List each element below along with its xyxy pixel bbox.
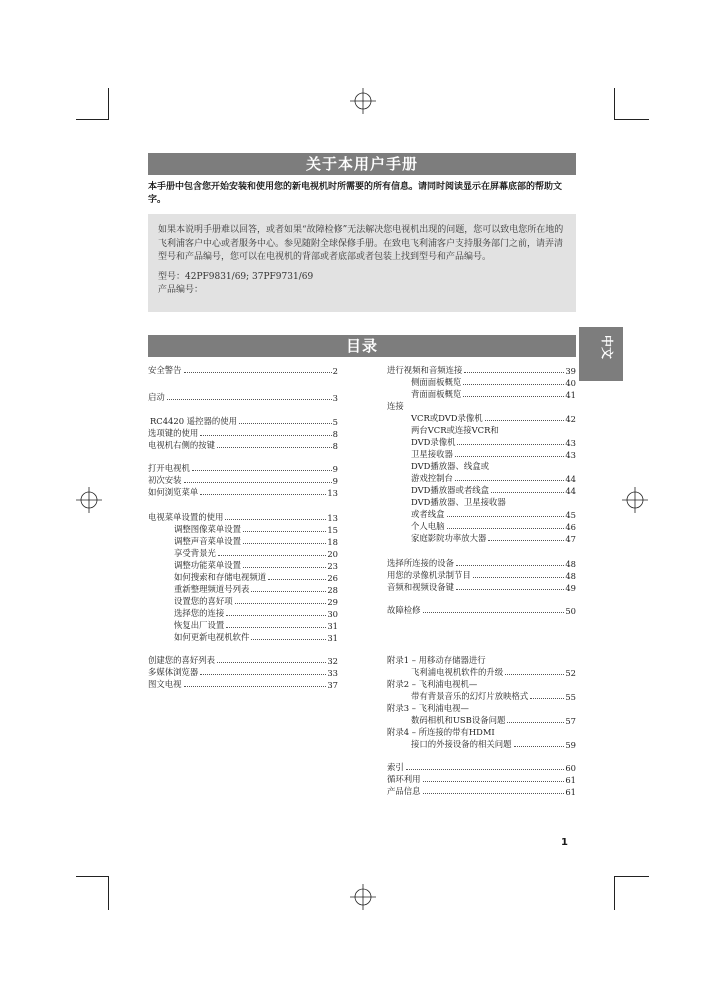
toc-leader-dots (491, 492, 564, 493)
toc-entry-label: 调整图像菜单设置 (174, 524, 241, 534)
crop-mark (108, 876, 109, 910)
toc-entry-page: 44 (565, 486, 576, 496)
toc-leader-dots (167, 399, 332, 400)
toc-entry-label: 用您的录像机录制节目 (387, 570, 471, 580)
toc-entry-page: 31 (327, 621, 338, 631)
toc-entry-label: 带有背景音乐的幻灯片放映格式 (411, 691, 529, 701)
toc-entry-label: 背面面板概览 (411, 389, 462, 399)
toc-leader-dots (184, 372, 332, 373)
toc-left-column (148, 364, 338, 694)
toc-leader-dots (225, 519, 326, 520)
toc-entry (387, 364, 576, 376)
toc-entry-label: 如何更新电视机软件 (174, 632, 250, 642)
toc-entry (411, 532, 576, 544)
toc-entry-label: 进行视频和音频连接 (387, 365, 463, 375)
toc-entry-label: DVD播放器或者线盒 (411, 485, 489, 495)
toc-leader-dots (488, 540, 564, 541)
toc-entry-page: 33 (327, 668, 338, 678)
toc-entry (411, 460, 576, 472)
toc-entry (411, 738, 576, 750)
toc-leader-dots (463, 396, 564, 397)
toc-entry-page: 60 (565, 763, 576, 773)
toc-entry-label: 飞利浦电视机软件的升级 (411, 667, 504, 677)
toc-entry-page: 52 (565, 668, 576, 678)
toc-leader-dots (200, 674, 326, 675)
toc-entry (411, 714, 576, 726)
toc-title: 目录 (345, 337, 378, 355)
toc-entry-page: 23 (327, 561, 338, 571)
toc-entry-label: 附录1 – 用移动存储器进行 (387, 655, 486, 665)
language-tab-label: 中文 (600, 334, 614, 359)
toc-entry (174, 559, 338, 571)
toc-entry-page: 61 (565, 775, 576, 785)
toc-leader-dots (514, 746, 565, 747)
note-box (148, 214, 576, 312)
toc-entry (387, 400, 576, 412)
toc-entry (411, 472, 576, 484)
toc-entry (387, 569, 576, 581)
product-number-label: 产品编号： (158, 285, 204, 296)
toc-entry-page: 47 (565, 534, 576, 544)
language-tab (579, 327, 623, 381)
toc-leader-dots (192, 470, 332, 471)
toc-leader-dots (455, 480, 564, 481)
toc-entry-label: 设置您的喜好项 (174, 596, 233, 606)
toc-entry (411, 496, 576, 508)
toc-entry (150, 415, 338, 427)
toc-right-column (387, 364, 576, 804)
toc-leader-dots (226, 627, 326, 628)
toc-entry-label: 附录4 – 所连接的带有HDMI (387, 727, 495, 737)
toc-entry-page: 45 (565, 510, 576, 520)
toc-leader-dots (268, 579, 326, 580)
registration-mark-icon (76, 487, 102, 513)
toc-entry-page: 43 (565, 438, 576, 448)
toc-entry-label: 卫星接收器 (411, 449, 453, 459)
crop-mark (76, 119, 108, 120)
toc-leader-dots (423, 793, 565, 794)
toc-entry-label: DVD播放器、线盒或 (411, 461, 489, 471)
toc-entry-label: 音频和视频设备键 (387, 582, 454, 592)
toc-leader-dots (485, 420, 565, 421)
toc-leader-dots (239, 423, 332, 424)
toc-entry-page: 30 (327, 609, 338, 619)
toc-entry (411, 412, 576, 424)
toc-entry-page: 18 (327, 537, 338, 547)
toc-leader-dots (200, 435, 331, 436)
toc-entry-label: 多媒体浏览器 (148, 667, 199, 677)
toc-entry-label: 选择您的连接 (174, 608, 225, 618)
toc-entry (148, 364, 338, 376)
toc-leader-dots (457, 444, 564, 445)
toc-leader-dots (217, 662, 326, 663)
toc-leader-dots (447, 516, 565, 517)
toc-entry (411, 376, 576, 388)
toc-leader-dots (217, 447, 332, 448)
toc-entry (387, 604, 576, 616)
toc-entry (174, 607, 338, 619)
toc-entry (387, 702, 576, 714)
crop-mark (614, 876, 615, 910)
toc-entry (387, 761, 576, 773)
toc-entry-label: DVD播放器、卫星接收器 (411, 497, 506, 507)
toc-entry-label: 图文电视 (148, 679, 182, 689)
toc-entry-label: 如何浏览菜单 (148, 487, 199, 497)
toc-entry-label: 重新整理频道号列表 (174, 584, 250, 594)
toc-entry (387, 678, 576, 690)
crop-mark (615, 119, 649, 120)
toc-entry (148, 666, 338, 678)
registration-mark-icon (350, 88, 376, 114)
toc-entry-page: 55 (565, 692, 576, 702)
toc-entry (387, 581, 576, 593)
toc-leader-dots (464, 372, 564, 373)
toc-entry-page: 29 (327, 597, 338, 607)
toc-leader-dots (463, 384, 564, 385)
toc-leader-dots (406, 769, 565, 770)
toc-entry (411, 388, 576, 400)
toc-entry-page: 26 (327, 573, 338, 583)
toc-leader-dots (243, 543, 326, 544)
toc-entry-page: 9 (332, 476, 338, 486)
crop-mark (108, 88, 109, 120)
toc-leader-dots (184, 686, 327, 687)
toc-entry-label: 数码相机和USB设备问题 (411, 715, 506, 725)
toc-entry-page: 59 (565, 740, 576, 750)
toc-entry-label: 初次安装 (148, 475, 182, 485)
toc-entry (174, 535, 338, 547)
toc-entry (411, 424, 576, 436)
toc-entry-page: 3 (332, 393, 338, 403)
toc-entry (148, 486, 338, 498)
toc-entry-label: 如何搜索和存储电视频道 (174, 572, 267, 582)
toc-entry (174, 631, 338, 643)
toc-entry (174, 583, 338, 595)
model-label: 型号：42PF9831/69; 37PF9731/69 (158, 271, 314, 282)
toc-entry-label: 安全警告 (148, 365, 182, 375)
toc-entry-page: 31 (327, 633, 338, 643)
toc-entry-label: 索引 (387, 762, 404, 772)
toc-entry-label: 家庭影院功率放大器 (411, 533, 487, 543)
toc-entry-page: 2 (332, 366, 338, 376)
toc-entry-page: 41 (565, 390, 576, 400)
registration-mark-icon (350, 884, 376, 910)
toc-entry (411, 520, 576, 532)
toc-entry (411, 436, 576, 448)
toc-entry-label: VCR或DVD录像机 (411, 413, 483, 423)
toc-entry-label: 选择所连接的设备 (387, 558, 454, 568)
toc-entry-label: 循环利用 (387, 774, 421, 784)
toc-leader-dots (251, 639, 326, 640)
toc-entry-label: 或者线盒 (411, 509, 445, 519)
toc-title-bar (148, 335, 576, 357)
toc-leader-dots (218, 555, 326, 556)
toc-entry-label: 电视菜单设置的使用 (148, 512, 224, 522)
toc-entry-label: 两台VCR或连接VCR和 (411, 425, 499, 435)
toc-entry (174, 595, 338, 607)
toc-leader-dots (530, 698, 564, 699)
toc-leader-dots (423, 612, 565, 613)
toc-leader-dots (235, 603, 327, 604)
toc-entry-label: 游戏控制台 (411, 473, 453, 483)
toc-entry-label: 调整功能菜单设置 (174, 560, 241, 570)
toc-entry-label: 调整声音菜单设置 (174, 536, 241, 546)
page-title: 关于本用户手册 (305, 155, 418, 173)
note-text: 如果本说明手册难以回答，或者如果“故障检修”无法解决您电视机出现的问题，您可以致电您所在地的飞利浦客户中心或者服务中心。参见随附全球保修手册。在致电飞利浦客户支持服务部门之前，请弄清型号和产品编号，您可以在电视机的背部或者底部或者包装上找到型号和产品编号。 (158, 225, 564, 263)
toc-entry-page: 8 (332, 429, 338, 439)
toc-leader-dots (200, 494, 326, 495)
toc-entry (387, 654, 576, 666)
toc-entry-page: 49 (565, 583, 576, 593)
toc-entry (148, 439, 338, 451)
toc-entry-page: 48 (565, 571, 576, 581)
toc-entry (148, 427, 338, 439)
toc-entry-page: 61 (565, 787, 576, 797)
toc-entry (387, 773, 576, 785)
toc-entry-label: 故障检修 (387, 605, 421, 615)
toc-entry-page: 32 (327, 656, 338, 666)
crop-mark (76, 876, 108, 877)
toc-entry (148, 391, 338, 403)
toc-entry-label: 创建您的喜好列表 (148, 655, 215, 665)
toc-entry-page: 39 (565, 366, 576, 376)
toc-entry-label: 选项键的使用 (148, 428, 199, 438)
toc-entry-page: 40 (565, 378, 576, 388)
toc-entry-page: 48 (565, 559, 576, 569)
toc-leader-dots (243, 531, 326, 532)
toc-entry (148, 474, 338, 486)
toc-entry-page: 13 (327, 513, 338, 523)
toc-entry (387, 785, 576, 797)
toc-leader-dots (423, 781, 565, 782)
toc-leader-dots (243, 567, 326, 568)
toc-leader-dots (456, 589, 564, 590)
toc-entry (411, 484, 576, 496)
toc-entry-page: 37 (327, 680, 338, 690)
toc-entry (174, 619, 338, 631)
toc-entry-page: 28 (327, 585, 338, 595)
toc-leader-dots (456, 565, 564, 566)
toc-entry-label: 接口的外接设备的相关问题 (411, 739, 512, 749)
toc-entry (411, 666, 576, 678)
toc-entry (174, 571, 338, 583)
toc-leader-dots (455, 456, 564, 457)
toc-entry-page: 46 (565, 522, 576, 532)
toc-entry (387, 557, 576, 569)
toc-entry (148, 678, 338, 690)
toc-entry-page: 9 (332, 464, 338, 474)
crop-mark (614, 88, 615, 120)
toc-leader-dots (184, 482, 332, 483)
toc-entry-label: DVD录像机 (411, 437, 456, 447)
toc-entry-page: 44 (565, 474, 576, 484)
crop-mark (615, 876, 649, 877)
toc-leader-dots (473, 577, 565, 578)
toc-entry-page: 43 (565, 450, 576, 460)
toc-entry (411, 508, 576, 520)
toc-entry (148, 654, 338, 666)
toc-entry-label: 享受背景光 (174, 548, 216, 558)
toc-entry-label: 恢复出厂设置 (174, 620, 225, 630)
toc-entry-label: RC4420 遥控器的使用 (150, 416, 237, 426)
toc-entry-label: 启动 (148, 392, 165, 402)
toc-leader-dots (447, 528, 565, 529)
toc-entry (174, 547, 338, 559)
toc-entry-page: 15 (327, 525, 338, 535)
intro-text: 本手册中包含您开始安装和使用您的新电视机时所需要的所有信息。请同时阅读显示在屏幕底部的帮助文字。 (148, 182, 563, 205)
toc-entry-label: 附录2 – 飞利浦电视机— (387, 679, 478, 689)
toc-entry-label: 连接 (387, 401, 404, 411)
toc-entry-page: 50 (565, 606, 576, 616)
toc-entry-page: 8 (332, 441, 338, 451)
toc-entry-label: 附录3 – 飞利浦电视— (387, 703, 469, 713)
toc-entry-label: 电视机右侧的按键 (148, 440, 215, 450)
toc-entry (411, 690, 576, 702)
toc-entry-page: 42 (565, 414, 576, 424)
toc-entry-page: 20 (327, 549, 338, 559)
toc-entry (387, 726, 576, 738)
toc-entry-label: 侧面面板概览 (411, 377, 462, 387)
toc-entry (411, 448, 576, 460)
registration-mark-icon (622, 487, 648, 513)
toc-leader-dots (226, 615, 326, 616)
toc-entry (148, 511, 338, 523)
section-title-bar (148, 153, 576, 175)
toc-leader-dots (507, 722, 564, 723)
toc-entry-label: 打开电视机 (148, 463, 190, 473)
toc-entry-label: 产品信息 (387, 786, 421, 796)
toc-entry-page: 5 (332, 417, 338, 427)
toc-entry (174, 523, 338, 535)
toc-entry-page: 57 (565, 716, 576, 726)
toc-entry-page: 13 (327, 488, 338, 498)
toc-leader-dots (251, 591, 326, 592)
toc-entry-label: 个人电脑 (411, 521, 445, 531)
toc-leader-dots (505, 674, 564, 675)
page-number: 1 (561, 837, 568, 848)
toc-entry (148, 462, 338, 474)
